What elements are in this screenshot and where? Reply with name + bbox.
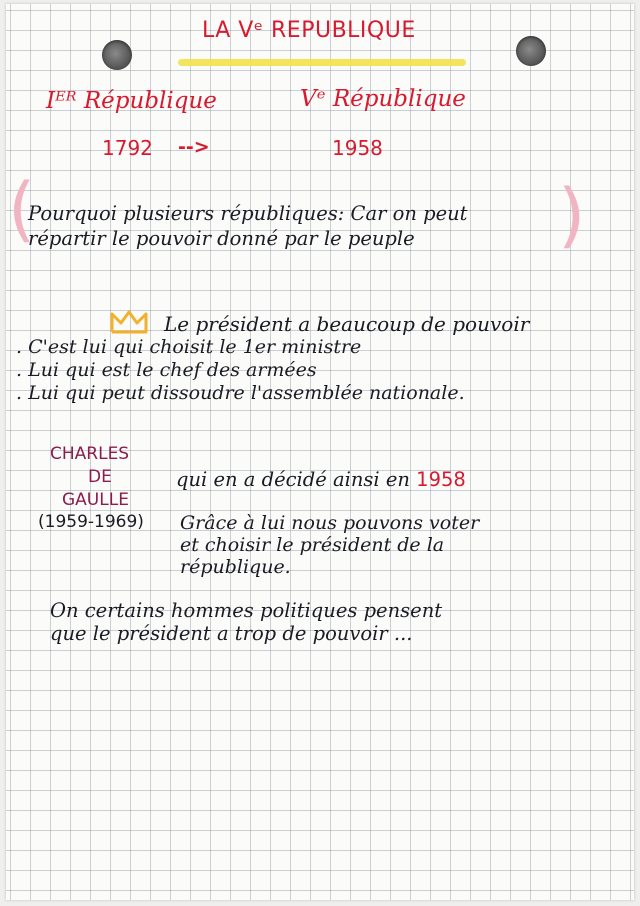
fifth-republic-label: Vᵉ République <box>300 86 466 112</box>
opinion-line-1: On certains hommes politiques pensent <box>50 599 443 622</box>
open-bracket: ( <box>8 168 36 250</box>
power-bullet-1: . C'est lui qui choisit le 1er ministre <box>16 336 362 358</box>
close-bracket: ) <box>558 174 586 256</box>
page-title: LA Vᵉ REPUBLIQUE <box>202 18 416 43</box>
binder-hole-left <box>102 40 132 70</box>
vote-line-2: et choisir le président de la <box>180 534 445 556</box>
notebook-page <box>6 4 634 900</box>
de-gaulle-name-line-1: CHARLES <box>50 444 130 464</box>
vote-line-3: république. <box>180 556 291 578</box>
first-republic-year: 1792 <box>102 136 153 160</box>
question-line-2: répartir le pouvoir donné par le peuple <box>28 227 415 250</box>
crown-icon <box>109 309 149 335</box>
president-heading: Le président a beaucoup de pouvoir <box>164 312 530 336</box>
decided-text: qui en a décidé ainsi en <box>176 468 410 491</box>
power-bullet-2: . Lui qui est le chef des armées <box>16 359 317 381</box>
timeline-arrow: --> <box>178 136 210 158</box>
title-highlight <box>178 59 466 66</box>
decided-sentence <box>176 470 466 490</box>
decided-year: 1958 <box>416 468 466 491</box>
opinion-line-2: que le président a trop de pouvoir ... <box>50 622 413 645</box>
first-republic-label: Iᴱᴿ République <box>46 88 217 114</box>
de-gaulle-years: (1959-1969) <box>38 512 144 532</box>
question-line-1: Pourquoi plusieurs républiques: Car on peut <box>28 202 468 225</box>
de-gaulle-name-line-2: DE <box>88 467 112 487</box>
fifth-republic-year: 1958 <box>332 136 383 160</box>
power-bullet-3: . Lui qui peut dissoudre l'assemblée nationale. <box>16 382 465 404</box>
de-gaulle-name-line-3: GAULLE <box>62 490 129 510</box>
vote-line-1: Grâce à lui nous pouvons voter <box>180 512 480 534</box>
binder-hole-right <box>516 36 546 66</box>
